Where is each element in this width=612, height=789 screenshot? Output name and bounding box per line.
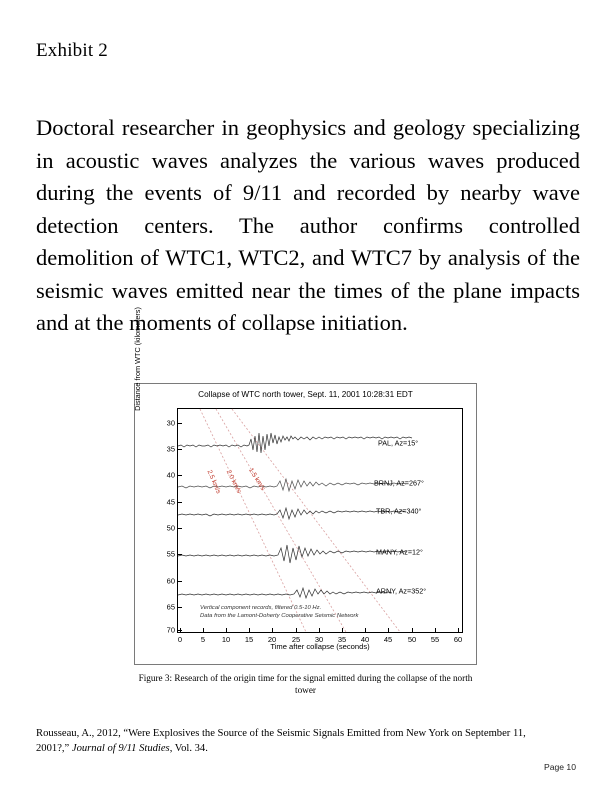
trace-label-arny: ARNY, Az=352° (376, 586, 427, 596)
x-tick-label: 0 (177, 635, 183, 644)
x-tick-label: 50 (407, 635, 417, 644)
x-tick-label: 5 (200, 635, 206, 644)
x-axis-label: Time after collapse (seconds) (270, 642, 370, 651)
x-tick-label: 55 (430, 635, 440, 644)
x-tick-label: 20 (267, 635, 277, 644)
x-tick-label: 25 (291, 635, 301, 644)
x-tick-label: 15 (244, 635, 254, 644)
velocity-label-2-5: 2.5 km/s (205, 469, 222, 495)
y-tick-label: 70 (166, 625, 175, 635)
y-tick-label: 30 (166, 418, 175, 428)
y-tick-label: 35 (166, 444, 175, 454)
seismogram-figure (133, 307, 477, 665)
x-tick-label: 30 (314, 635, 324, 644)
citation-line-1: Rousseau, A., 2012, “Were Explosives the Source of the Seismic Signals Emitted from New York on (36, 728, 463, 739)
x-tick-label: 10 (221, 635, 231, 644)
chart-title: Collapse of WTC north tower, Sept. 11, 2001 10:28:31 EDT (198, 390, 413, 399)
citation-journal: Journal of 9/11 Studies (71, 743, 170, 754)
trace-label-brnj: BRNJ, Az=267° (374, 478, 424, 488)
x-tick-label: 35 (337, 635, 347, 644)
y-tick-label: 60 (166, 576, 175, 586)
trace-label-many: MANY, Az=12° (376, 547, 423, 557)
citation (36, 726, 548, 756)
trace-label-pal: PAL, Az=15° (378, 438, 419, 448)
x-tick-label: 40 (360, 635, 370, 644)
y-tick-label: 55 (166, 549, 175, 559)
exhibit-title: Exhibit 2 (36, 40, 108, 61)
plot-area (166, 408, 463, 644)
x-tick-label: 60 (453, 635, 463, 644)
x-tick-label: 45 (383, 635, 393, 644)
body-paragraph: Doctoral researcher in geophysics and geology specializing in acoustic waves analyzes the various waves produced during the events of 9/11 and recorded by nearby wave detection centers. The author confirms controlled demolition of WTC1, WTC2, and WTC7 by analysis of the seismic waves emitted near the times of the plane impacts and at the moments of collapse initiation. (36, 115, 580, 335)
y-axis-label: Distance from WTC (kilometers) (133, 307, 142, 411)
y-tick-label: 65 (166, 602, 175, 612)
figure-container (133, 307, 479, 696)
y-tick-label: 45 (166, 497, 175, 507)
velocity-label-2-0: 2.0 km/s (224, 469, 243, 495)
trace-label-tbr: TBR, Az=340° (376, 506, 422, 516)
citation-line-2-pre: September 11, 2001?,” (36, 728, 526, 754)
chart-annotation-source: Data from the Lamont-Doherty Cooperative Seismic Network (200, 613, 359, 619)
figure-caption: Figure 3: Research of the origin time for the signal emitted during the collapse of the north tower (138, 673, 473, 695)
seismogram-svg (178, 409, 462, 632)
chart-annotation-filter: Vertical component records, filtered 0.5-10 Hz. (200, 605, 322, 611)
y-tick-label: 50 (166, 523, 175, 533)
page-number: Page 10 (543, 762, 576, 772)
citation-line-2-post: , Vol. 34. (169, 743, 208, 754)
y-tick-label: 40 (166, 470, 175, 480)
velocity-label-1-5: 1.5 km/s (247, 467, 267, 492)
